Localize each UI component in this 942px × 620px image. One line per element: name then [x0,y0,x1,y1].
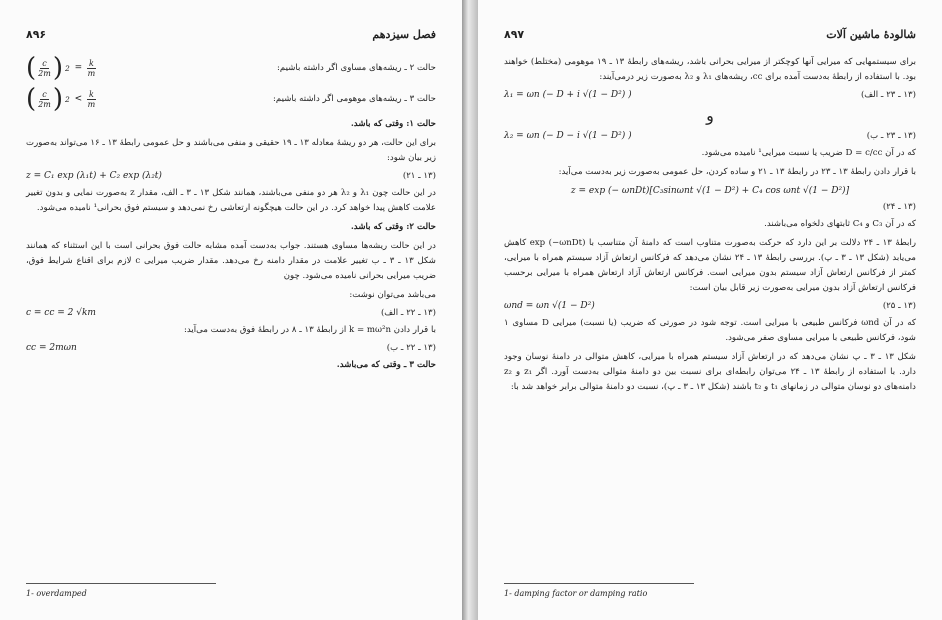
left-page [0,0,462,620]
paragraph: رابطهٔ ۱۳ ـ ۲۴ دلالت بر این دارد که حرکت به‌صورت متناوب است که دامنهٔ آن متناسب با exp (−ωnDt) کاهش می‌یابد (شکل ۱۳ ـ ۳ ـ پ). بررسی رابطهٔ ۱۳ ـ ۲۴ نشان می‌دهد که فرکانس ارتعاش آزاد سیستم همراه با میرایی، کمتر از فرکانس ارتعاش آزاد سیستم بدون میرایی است. فرکانس ارتعاش آزاد ارتعاش همراه با میرایی برحسب فرکانس ارتعاش آزاد بدون میرایی به‌صورت زیر قابل بیان است: [504,238,917,293]
paragraph: شکل ۱۳ ـ ۳ ـ پ نشان می‌دهد که در ارتعاش آزاد سیستم همراه با میرایی، کاهش متوالی در دامنهٔ نوسان وجود دارد. با استفاده از رابطهٔ ۱۳ ـ ۲۴ می‌توان رابطه‌ای برای نسبت بین دو دامنهٔ متوالی به‌دست آورد. اگر z₁ و z₂ دامنه‌های دو نوسان متوالی در زمانهای t₁ و t₂ باشند (شکل ۱۳ ـ ۳ ـ پ)، نسبت دو دامنهٔ متوالی برابر خواهد شد با: [504,352,917,392]
book-gutter [462,0,478,620]
paragraph: برای این حالت، هر دو ریشهٔ معادله ۱۳ ـ ۱۹ حقیقی و منفی می‌باشند و حل عمومی رابطهٔ ۱۳ ـ ۱۶ می‌تواند به‌صورت زیر بیان شود: [26,138,436,163]
conjunction: و [706,106,714,125]
right-page [478,0,942,620]
page-header [504,28,916,41]
formula: ( c 2m ) 2 < k m [26,84,96,114]
equation: z = exp (− ωnDt)[C₃sinωnt √(1 − D²) + C₄ cos ωnt √(1 − D²)] [570,186,850,196]
paragraph: می‌باشد می‌توان نوشت: [349,290,436,300]
paragraph: با قرار دادن رابطهٔ ۱۳ ـ ۲۳ در رابطهٔ ۱۳ ـ ۲۱ و ساده کردن، حل عمومی به‌صورت زیر به‌دست می‌آید: [558,167,916,177]
equation-row [504,131,916,141]
equation: c = cc = 2 √km [26,308,96,318]
case-heading: حالت ۲: وقتی که باشد. [350,222,436,232]
equation-number: (۱۳ ـ ۲۴) [882,202,916,212]
paragraph: در این حالت چون λ₁ و λ₂ هر دو منفی می‌باشند، همانند شکل ۱۳ ـ ۳ ـ الف، مقدار z به‌صورت نمایی و بدون تغییر علامت کاهش پیدا خواهد کرد. در این حالت هیچگونه ارتعاشی رخ نمی‌دهد و سیستم فوق بحرانی¹ نامیده می‌شود. [26,188,437,213]
page-number: ۸۹۷ [504,28,525,41]
equation-number: (۱۳ ـ ۲۲ ـ الف) [380,308,436,318]
equation-row [504,301,916,311]
equation-number: (۱۳ ـ ۲۳ ـ ب) [866,131,916,141]
equation-row [26,308,436,318]
equation-row [504,202,916,212]
equation-row [26,171,436,181]
footnote: 1- overdamped [26,589,87,598]
equation: ωnd = ωn √(1 − D²) [504,301,595,311]
equation-number: (۱۳ ـ ۲۳ ـ الف) [860,90,916,100]
case-label: حالت ۳ ـ ریشه‌های موهومی اگر داشته باشیم: [273,94,436,104]
running-head: شالودهٔ ماشین آلات [826,28,916,41]
paragraph: که در آن D = c/cc ضریب یا نسبت میرایی¹ نامیده می‌شود. [701,148,916,158]
paragraph: برای سیستمهایی که میرایی آنها کوچکتر از میرایی بحرانی باشد، ریشه‌های رابطهٔ ۱۳ ـ ۱۹ موهومی (مختلط) خواهند بود. با استفاده از رابطهٔ به‌دست آمده برای cc، ریشه‌های λ₁ و λ₂ به‌صورت زیر درمی‌آیند: [504,57,916,82]
paragraph: در این حالت ریشه‌ها مساوی هستند. جواب به‌دست آمده مشابه حالت فوق بحرانی است با این استثناء که همانند شکل ۱۳ ـ ۳ ـ ب تغییر علامت در مقدار دامنه رخ می‌دهد. مقدار ضریب میرایی c لازم برای اقناع شرایط فوق، ضریب میرایی بحرانی نامیده می‌شود. چون [26,241,436,281]
equation-number: (۱۳ ـ ۲۵) [882,301,916,311]
footnote-divider [504,583,694,584]
paragraph: که در آن C₃ و C₄ ثابتهای دلخواه می‌باشند. [764,219,916,229]
equation: z = C₁ exp (λ₁t) + C₂ exp (λ₂t) [26,171,162,181]
formula: ( c 2m ) 2 = k m [26,53,96,83]
case-heading: حالت ۳ ـ وقتی که می‌باشد. [336,360,436,370]
page-number: ۸۹۶ [26,28,47,41]
page-header [26,28,436,41]
footnote: 1- damping factor or damping ratio [504,589,648,598]
running-head: فصل سیزدهم [372,28,436,41]
equation-number: (۱۳ ـ ۲۲ ـ ب) [386,343,436,353]
case-label: حالت ۲ ـ ریشه‌های مساوی اگر داشته باشیم: [277,63,436,73]
equation-row [26,343,436,353]
case-line [26,55,436,81]
equation: λ₂ = ωn (− D − i √(1 − D²) ) [504,131,632,141]
footnote-divider [26,583,216,584]
equation-row [504,90,916,100]
case-line [26,86,436,112]
paragraph: با قرار دادن k = mω²n از رابطهٔ ۱۳ ـ ۸ در رابطهٔ فوق به‌دست می‌آید: [184,325,436,335]
equation: λ₁ = ωn (− D + i √(1 − D²) ) [504,90,632,100]
case-heading: حالت ۱: وقتی که باشد. [350,119,436,129]
equation: cc = 2mωn [26,343,77,353]
paragraph: که در آن ωnd فرکانس طبیعی با میرایی است. توجه شود در صورتی که ضریب (یا نسبت) میرایی D مساوی ۱ شود، فرکانس طبیعی با میرایی مساوی صفر می‌شود. [504,318,916,343]
equation-number: (۱۳ ـ ۲۱) [402,171,436,181]
